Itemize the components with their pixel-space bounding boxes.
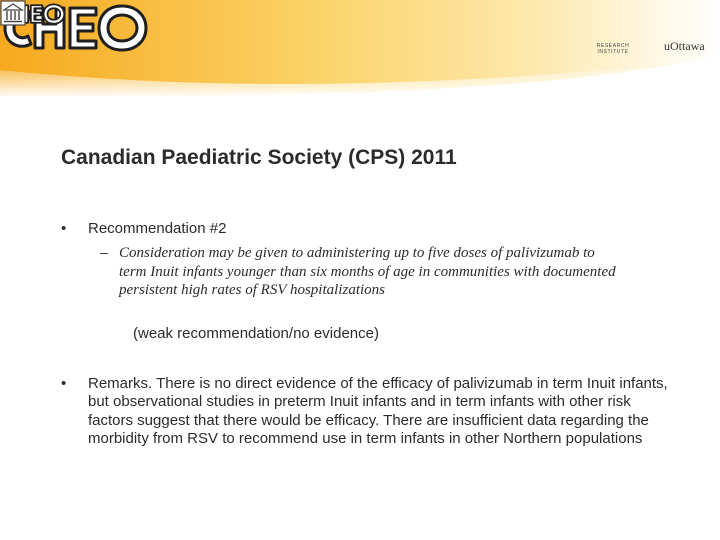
bullet-marker: •: [61, 375, 67, 392]
slide-title: Canadian Paediatric Society (CPS) 2011: [61, 146, 457, 169]
bullet-remarks: Remarks. There is no direct evidence of the efficacy of palivizumab in term Inuit infants, but observational studies in preterm Inuit infants and in term infants with other risk factors suggest that there would be efficacy. There are insufficient data regarding the morbidity from RSV to recommend use in term infants in other Northern populations: [88, 375, 668, 447]
sub-bullet-marker: –: [100, 244, 108, 260]
bullet-recommendation: Recommendation #2: [88, 220, 227, 237]
research-institute-label: RESEARCH INSTITUTE: [596, 43, 630, 55]
uottawa-label: uOttawa: [664, 39, 705, 53]
sub-bullet-recommendation-text: Consideration may be given to administering up to five doses of palivizumab to term Inuit infants younger than six months of age in communities with documented persistent high rates of RSV hospitalizations: [119, 245, 616, 298]
evidence-note: (weak recommendation/no evidence): [133, 325, 379, 342]
header-banner: [0, 0, 720, 98]
uottawa-building-icon: [0, 0, 26, 26]
bullet-marker: •: [61, 220, 67, 237]
